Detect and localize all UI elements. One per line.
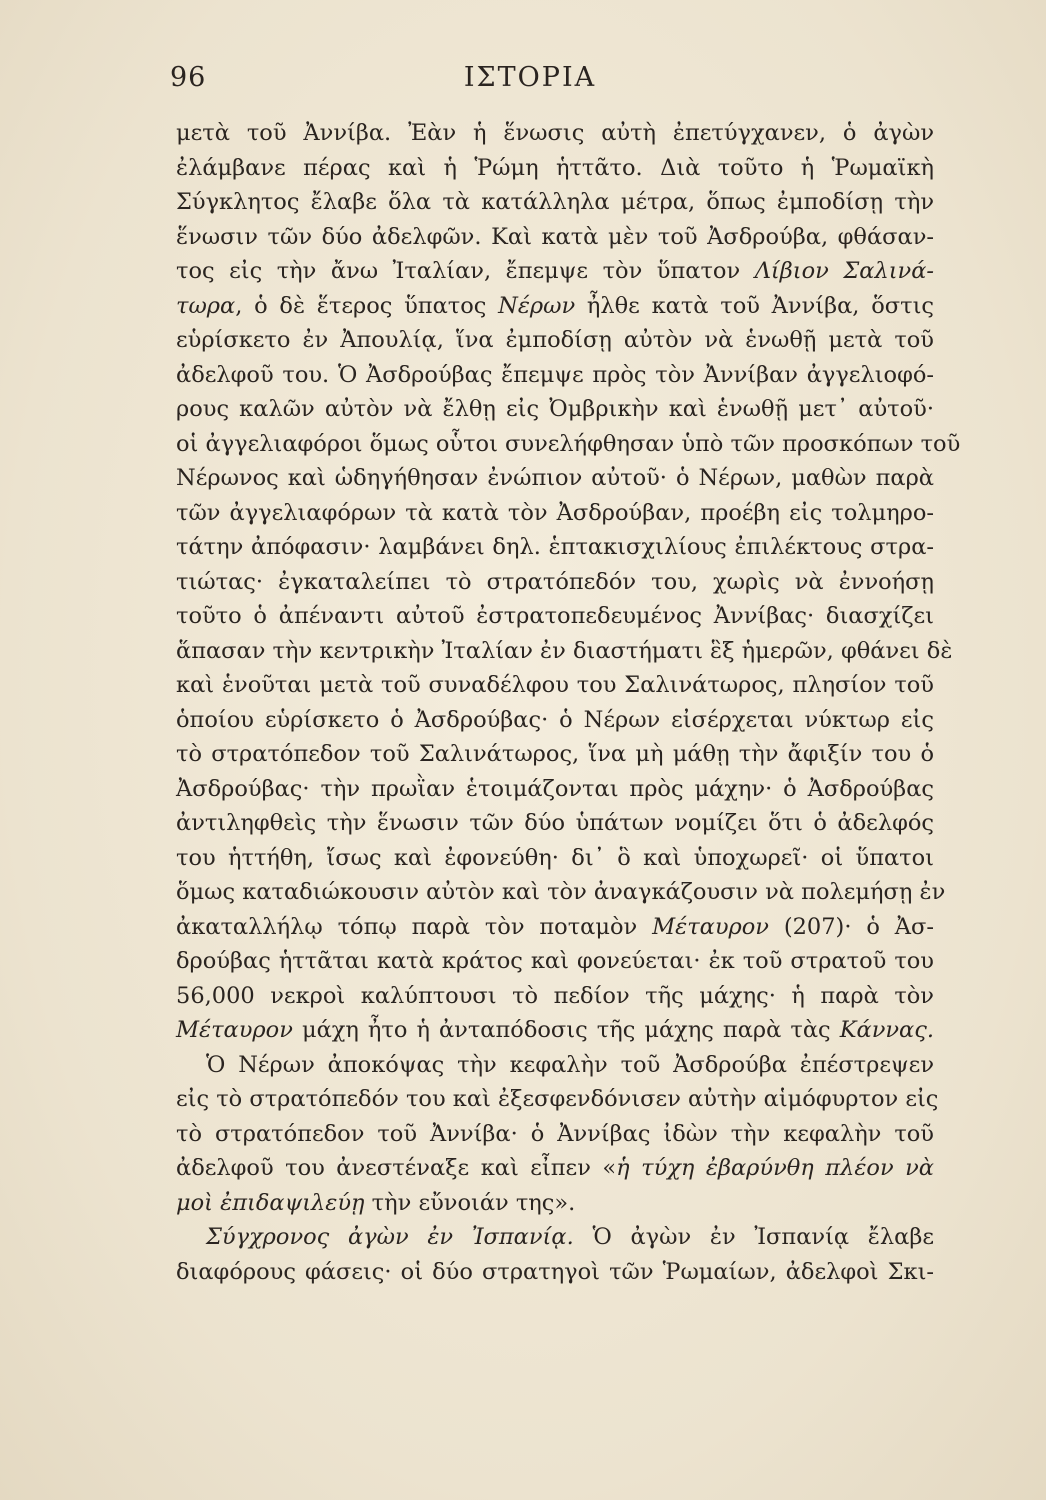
- text-run: οἱ ἀγγελιαφόροι ὅμως οὗτοι συνελήφθησαν ὑπὸ τῶν προσκόπων τοῦ: [176, 430, 961, 457]
- text-run: ἀντιληφθεὶς τὴν ἕνωσιν τῶν δύο ὑπάτων νομίζει ὅτι ὁ ἀδελφός: [176, 810, 934, 836]
- text-line: [176, 461, 934, 496]
- text-run: , ὁ δὲ ἕτερος ὕπατος: [235, 292, 499, 319]
- text-run: Σύγκλητος ἔλαβε ὅλα τὰ κατάλληλα μέτρα, ὅπως ἐμποδίσῃ τὴν: [176, 189, 934, 215]
- text-run: Νέρωνος καὶ ὡδηγήθησαν ἐνώπιον αὐτοῦ· ὁ Νέρων, μαθὼν παρὰ: [176, 465, 934, 491]
- text-line: [176, 634, 953, 669]
- text-run: ὁποίου εὑρίσκετο ὁ Ἀσδρούβας· ὁ Νέρων εἰσέρχεται νύκτωρ εἰς: [176, 706, 934, 733]
- text-run: τοῦτο ὁ ἀπέναντι αὐτοῦ ἐστρατοπεδευμένος Ἀννίβας· διασχίζει: [176, 603, 934, 629]
- page-number: 96: [170, 62, 207, 93]
- text-run: Ὁ ἀγὼν ἐν Ἰσπανίᾳ ἔλαβε: [573, 1224, 934, 1250]
- text-run: τιώτας· ἐγκαταλείπει τὸ στρατόπεδόν του, χωρὶς νὰ ἐννοήσῃ: [176, 568, 934, 595]
- page-header: [170, 62, 890, 102]
- text-line: [176, 254, 934, 289]
- text-run: Ἀσδρούβας· τὴν πρωῒαν ἑτοιμάζονται πρὸς μάχην· ὁ Ἀσδρούβας: [176, 775, 934, 802]
- italic-text: Λίβιον Σαλινά-: [754, 258, 935, 284]
- text-run: (207)· ὁ Ἀσ-: [768, 913, 934, 940]
- text-line: [176, 358, 934, 393]
- text-run: τάτην ἀπόφασιν· λαμβάνει δηλ. ἑπτακισχιλίους ἐπιλέκτους στρα-: [176, 534, 934, 560]
- text-run: τῶν ἀγγελιαφόρων τὰ κατὰ τὸν Ἀσδρούβαν, προέβη εἰς τολμηρο-: [176, 499, 934, 526]
- text-line: [176, 496, 934, 531]
- text-line: [176, 737, 934, 772]
- text-line: [176, 116, 934, 151]
- text-line: [176, 841, 934, 876]
- text-line: [176, 1048, 934, 1083]
- italic-text: Μέταυρον: [652, 913, 769, 940]
- italic-text: Μέταυρον: [176, 1017, 293, 1043]
- text-run: ρους καλῶν αὐτὸν νὰ ἔλθῃ εἰς Ὀμβρικὴν καὶ ἑνωθῇ μετ᾽ αὐτοῦ·: [176, 396, 934, 422]
- text-line: [176, 910, 934, 945]
- text-run: καὶ ἑνοῦται μετὰ τοῦ συναδέλφου του Σαλινάτωρος, πλησίον τοῦ: [176, 672, 934, 698]
- text-line: [176, 703, 934, 738]
- text-run: μάχη ἦτο ἡ ἀνταπόδοσις τῆς μάχης παρὰ τὰς: [292, 1017, 840, 1043]
- text-run: ὅμως καταδιώκουσιν αὐτὸν καὶ τὸν ἀναγκάζουσιν νὰ πολεμήσῃ ἐν: [176, 879, 946, 905]
- text-run: τὸ στρατόπεδον τοῦ Σαλινάτωρος, ἵνα μὴ μάθῃ τὴν ἄφιξίν του ὁ: [176, 741, 934, 767]
- text-line: [176, 875, 946, 910]
- text-line: [176, 668, 934, 703]
- text-run: ἀδελφοῦ του. Ὁ Ἀσδρούβας ἔπεμψε πρὸς τὸν Ἀννίβαν ἀγγελιοφό-: [176, 361, 934, 388]
- italic-text: μοὶ ἐπιδαψιλεύῃ: [176, 1189, 365, 1216]
- text-line: [176, 427, 961, 462]
- italic-text: Σύγχρονος ἀγὼν ἐν Ἰσπανίᾳ.: [206, 1224, 574, 1250]
- text-line: [176, 1186, 934, 1221]
- italic-text: Κάννας.: [839, 1017, 934, 1043]
- text-line: [176, 565, 934, 600]
- text-run: του ἡττήθη, ἴσως καὶ ἐφονεύθη· δι᾽ ὃ καὶ ὑποχωρεῖ· οἱ ὕπατοι: [176, 844, 934, 871]
- text-line: [176, 289, 934, 324]
- text-run: εὑρίσκετο ἐν Ἀπουλίᾳ, ἵνα ἐμποδίσῃ αὐτὸν νὰ ἑνωθῇ μετὰ τοῦ: [176, 327, 934, 353]
- body-text: [176, 116, 961, 1289]
- text-run: ἀκαταλλήλῳ τόπῳ παρὰ τὸν ποταμὸν: [176, 913, 653, 940]
- text-line: [176, 1082, 939, 1117]
- text-run: εἰς τὸ στρατόπεδόν του καὶ ἐξεσφενδόνισεν αὐτὴν αἱμόφυρτον εἰς: [176, 1086, 939, 1112]
- text-run: ἕνωσιν τῶν δύο ἀδελφῶν. Καὶ κατὰ μὲν τοῦ Ἀσδρούβα, φθάσαν-: [176, 223, 934, 250]
- text-line: [176, 599, 934, 634]
- text-line: [176, 1013, 934, 1048]
- text-run: Ὁ Νέρων ἀποκόψας τὴν κεφαλὴν τοῦ Ἀσδρούβα ἐπέστρεψεν: [206, 1051, 934, 1078]
- text-run: τὴν εὔνοιάν της».: [364, 1189, 576, 1216]
- text-run: ἅπασαν τὴν κεντρικὴν Ἰταλίαν ἐν διαστήματι ἓξ ἡμερῶν, φθάνει δὲ: [176, 637, 953, 664]
- text-run: ἦλθε κατὰ τοῦ Ἀννίβα, ὅστις: [575, 292, 934, 319]
- text-run: ἐλάμβανε πέρας καὶ ἡ Ῥώμη ἡττᾶτο. Διὰ τοῦτο ἡ Ῥωμαϊκὴ: [176, 154, 934, 181]
- text-line: [176, 979, 934, 1014]
- running-head: ΙΣΤΟΡΙΑ: [463, 62, 597, 93]
- italic-text: τωρα: [176, 292, 236, 319]
- text-line: [176, 151, 934, 186]
- italic-text: ἡ τύχη ἐβαρύνθη πλέον νὰ: [616, 1155, 934, 1181]
- text-line: [176, 1117, 934, 1152]
- text-line: [176, 1151, 934, 1186]
- text-line: [176, 323, 934, 358]
- text-run: τὸ στρατόπεδον τοῦ Ἀννίβα· ὁ Ἀννίβας ἰδὼν τὴν κεφαλὴν τοῦ: [176, 1120, 934, 1147]
- text-line: [176, 185, 934, 220]
- text-line: [176, 772, 934, 807]
- text-line: [176, 806, 934, 841]
- text-run: ἀδελφοῦ του ἀνεστέναξε καὶ εἶπεν «: [176, 1155, 617, 1181]
- text-line: [176, 1220, 934, 1255]
- text-run: 56,000 νεκροὶ καλύπτουσι τὸ πεδίον τῆς μάχης· ἡ παρὰ τὸν: [176, 982, 934, 1009]
- text-run: διαφόρους φάσεις· οἱ δύο στρατηγοὶ τῶν Ῥωμαίων, ἀδελφοὶ Σκι-: [176, 1258, 934, 1285]
- italic-text: Νέρων: [498, 292, 576, 319]
- text-line: [176, 392, 934, 427]
- text-line: [176, 1255, 934, 1290]
- text-line: [176, 530, 934, 565]
- text-run: μετὰ τοῦ Ἀννίβα. Ἐὰν ἡ ἕνωσις αὐτὴ ἐπετύγχανεν, ὁ ἀγὼν: [176, 120, 934, 146]
- text-run: τος εἰς τὴν ἄνω Ἰταλίαν, ἔπεμψε τὸν ὕπατον: [176, 258, 755, 284]
- text-line: [176, 220, 934, 255]
- text-line: [176, 944, 934, 979]
- text-run: δρούβας ἡττᾶται κατὰ κράτος καὶ φονεύεται· ἐκ τοῦ στρατοῦ του: [176, 948, 934, 974]
